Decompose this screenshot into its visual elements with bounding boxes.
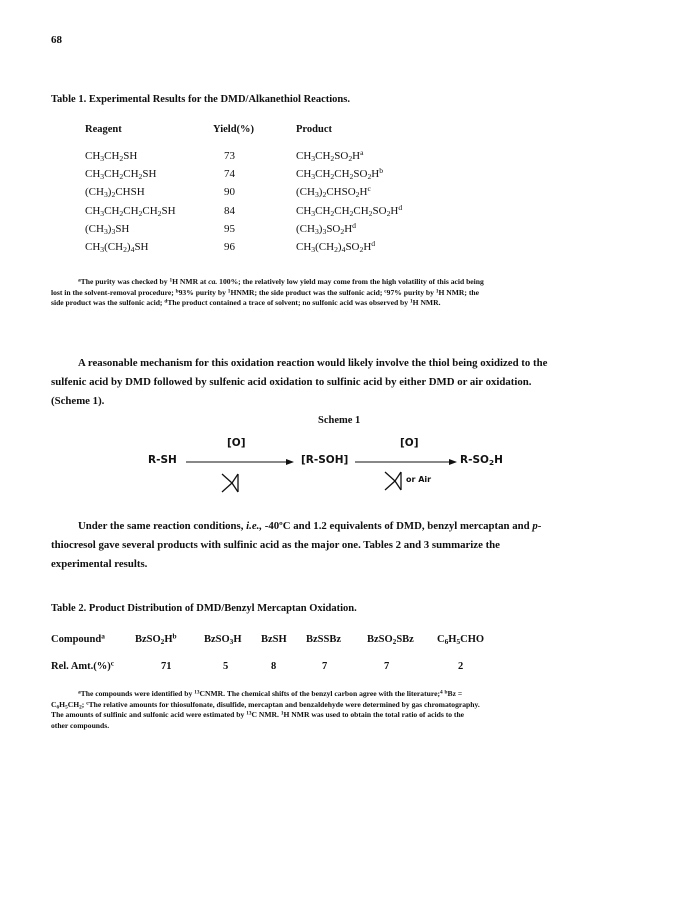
- table1-header-reagent: Reagent: [85, 124, 122, 135]
- table2-compound-cell: $C_6H_5CHO$: [437, 634, 485, 646]
- table2-amount-cell: 2: [458, 661, 464, 672]
- table1-yield-cell: 84: [224, 204, 235, 217]
- table1-reagent-cell: $CH_3CH_2CH_2CH_2SH$: [85, 204, 176, 218]
- scheme-title: Scheme 1: [318, 415, 361, 426]
- scheme-intermediate: [R-SOH]: [301, 454, 349, 466]
- table2-row-label-amount: Rel. Amt.(%)$^c$: [51, 658, 115, 672]
- scheme-product: $R-SO_2H$: [460, 454, 503, 467]
- paragraph-line: (Scheme 1).: [51, 395, 105, 407]
- scheme-oxidant-2: [O]: [400, 437, 419, 449]
- table2-amount-cell: 8: [271, 661, 277, 672]
- table2-amount-cell: 7: [322, 661, 328, 672]
- table2-amount-cell: 5: [223, 661, 229, 672]
- table2-compound-cell: BzSO$_3$H: [204, 634, 242, 646]
- dimethyldioxirane-structure-1: [222, 474, 238, 492]
- table1-yield-cell: 96: [224, 241, 235, 253]
- scheme-alt-oxidant: or Air: [406, 475, 432, 484]
- table2-footnote-line: $^a$The compounds were identified by $^{13}$CNMR. The chemical shifts of the benzyl carbon agree with the literature;$^4$ $^b$Bz =: [78, 689, 463, 698]
- table2-compound-cell: BzSO$_2$SBz: [367, 634, 414, 646]
- table2-amount-cell: 71: [161, 661, 172, 672]
- table2-compound-cell: BzSH: [261, 634, 287, 645]
- table1-product-cell: $CH_3(CH_2)_4SO_2H^d$: [296, 239, 376, 254]
- table1-reagent-cell: $CH_3CH_2CH_2SH$: [85, 168, 157, 182]
- dimethyldioxirane-structure-2: [385, 472, 401, 490]
- table2-caption: Table 2. Product Distribution of DMD/Benzyl Mercaptan Oxidation.: [51, 603, 357, 614]
- table2-compound-cell: $BzSO_2H^b$: [135, 631, 177, 646]
- table1-reagent-cell: $(CH_3)_3SH$: [85, 222, 130, 236]
- table1-product-cell: $CH_3CH_2CH_2CH_2SO_2H^d$: [296, 202, 403, 218]
- table1-yield-cell: 90: [224, 186, 235, 199]
- table1-header-yield: Yield(%): [213, 124, 255, 135]
- scheme-reactant: R-SH: [148, 454, 177, 466]
- table1-product-cell: $(CH_3)_2CHSO_2H^c$: [296, 184, 371, 200]
- table1-product-cell: $CH_3CH_2CH_2SO_2H^b$: [296, 166, 384, 182]
- table1-reagent-cell: $CH_3(CH_2)_4SH$: [85, 241, 149, 254]
- table1-reagent-cell: $CH_3CH_2SH$: [85, 150, 138, 163]
- paragraph-line: experimental results.: [51, 558, 148, 570]
- page-number: 68: [51, 34, 62, 46]
- table2-compound-cell: BzSSBz: [306, 634, 342, 645]
- table1-caption: Table 1. Experimental Results for the DMD/Alkanethiol Reactions.: [51, 94, 350, 105]
- table1-footnote-line: side product was the sulfonic acid; $^d$The product contained a trace of solvent; no sulfonic acid was observed by $^1$H NMR.: [51, 298, 441, 307]
- table1-yield-cell: 73: [224, 150, 235, 162]
- table1-reagent-cell: $(CH_3)_2CHSH$: [85, 186, 145, 200]
- table1-yield-cell: 74: [224, 168, 235, 181]
- scheme-oxidant-1: [O]: [227, 437, 246, 449]
- table1-product-cell: $CH_3CH_2SO_2H^a$: [296, 148, 364, 163]
- table1-product-cell: $(CH_3)_3SO_2H^d$: [296, 220, 357, 236]
- table1-yield-cell: 95: [224, 222, 235, 235]
- paragraph-line: A reasonable mechanism for this oxidation reaction would likely involve the thiol being oxidized to the: [78, 357, 548, 369]
- table2-amount-cell: 7: [384, 661, 390, 672]
- table2-row-label-compound: Compound$^a$: [51, 631, 105, 645]
- table1-footnote-line: $^a$The purity was checked by $^1$H NMR at ca. 100%; the relatively low yield may come from the high volatility of this acid being: [78, 277, 484, 286]
- table1-header-product: Product: [296, 124, 332, 135]
- paragraph-line: sulfenic acid by DMD followed by sulfenic acid oxidation to sulfinic acid by either DMD or air oxidation.: [51, 376, 532, 388]
- table2-footnote-line: $C_6H_5CH_2$; $^c$The relative amounts for thiosulfonate, disulfide, mercaptan and benzaldehyde were determined by gas chromatography.: [51, 699, 480, 710]
- paragraph-line: thiocresol gave several products with sulfinic acid as the major one. Tables 2 and 3 summarize the: [51, 539, 500, 551]
- paragraph-line: Under the same reaction conditions, i.e., -40ºC and 1.2 equivalents of DMD, benzyl mercaptan and p-: [78, 520, 542, 532]
- table1-footnote-line: lost in the solvent-removal procedure; $^b$93% purity by $^1$HNMR; the side product was the sulfonic acid; $^c$97% purity by $^1$H NMR; the: [51, 287, 479, 297]
- table2-footnote-line: The amounts of sulfinic and sulfonic acid were estimated by $^{13}$C NMR. $^1$H NMR was used to obtain the total ratio of acids to the: [51, 710, 465, 719]
- table2-footnote-line: other compounds.: [51, 720, 110, 730]
